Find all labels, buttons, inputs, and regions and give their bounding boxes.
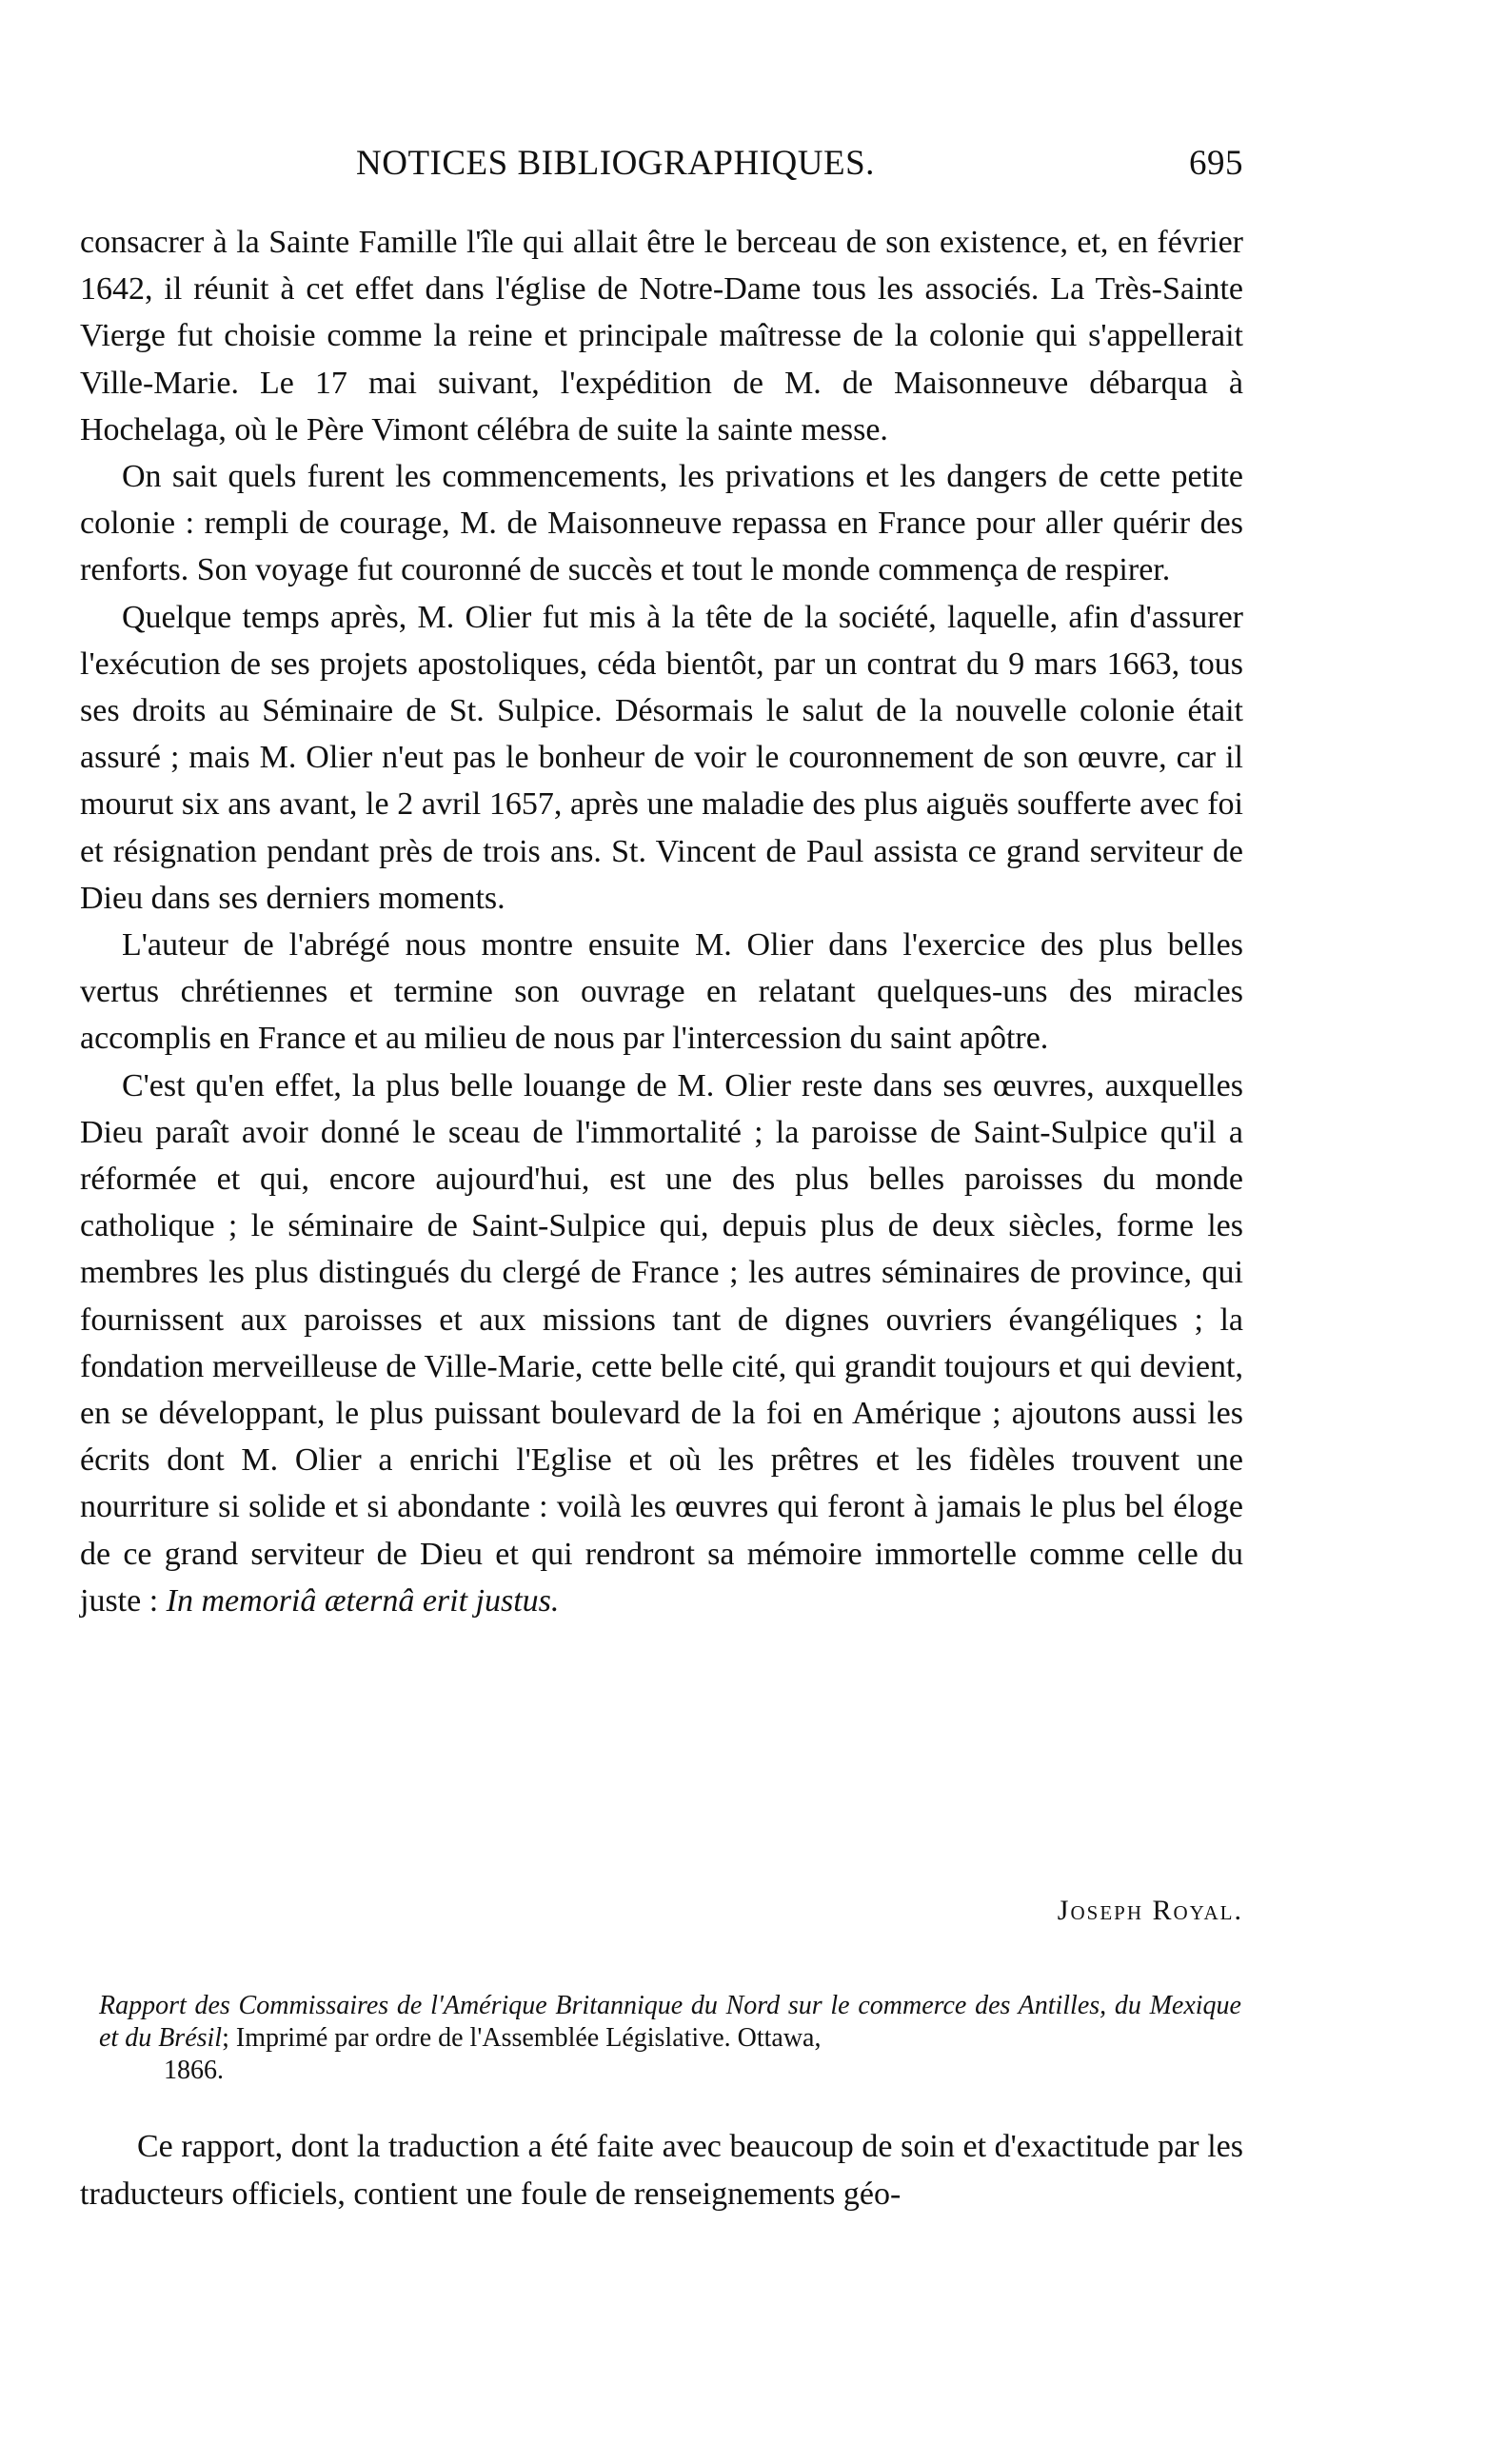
- paragraph-5-text: C'est qu'en effet, la plus belle louange de M. Olier reste dans ses œuvres, auxquelles Dieu paraît avoir donné le sceau de l'immortalité ; la paroisse de Saint-Sulpice qu'il a réformée et qui, encore aujourd'hui, est une des plus belles paroisses du monde catholique ; le séminaire de Saint-Sulpice qui, depuis plus de deux siècles, forme les membres les plus distingués du clergé de France ; les autres séminaires de province, qui fournissent aux paroisses et aux missions tant de dignes ouvriers évangéliques ; la fondation merveilleuse de Ville-Marie, cette belle cité, qui grandit toujours et qui devient, en se développant, le plus puissant boulevard de la foi en Amérique ; ajoutons aussi les écrits dont M. Olier a enrichi l'Eglise et où les prêtres et les fidèles trouvent une nourriture si solide et si abondante : voilà les œuvres qui feront à jamais le plus bel éloge de ce grand serviteur de Dieu et qui rendront sa mémoire immortelle comme celle du juste :: [80, 1067, 1243, 1619]
- author-signature: Joseph Royal.: [1057, 1895, 1243, 1926]
- review-citation: [99, 1990, 1241, 2087]
- article-body: [80, 219, 1243, 1624]
- review-paragraph: Ce rapport, dont la traduction a été faite avec beaucoup de soin et d'exactitude par les traducteurs officiels, contient une foule de renseignements géo-: [80, 2129, 1243, 2212]
- paragraph-2: On sait quels furent les commencements, les privations et les dangers de cette petite colonie : rempli de courage, M. de Maisonneuve repassa en France pour aller quérir des renforts. Son voyage fut couronné de succès et tout le monde commença de respirer.: [80, 459, 1243, 588]
- page-number: 695: [1189, 144, 1243, 183]
- latin-quote: In memoriâ æternâ erit justus.: [166, 1582, 560, 1619]
- running-title: NOTICES BIBLIOGRAPHIQUES.: [356, 144, 875, 183]
- running-head: [80, 143, 1243, 190]
- citation-publication: ; Imprimé par ordre de l'Assemblée Législative. Ottawa,: [222, 2023, 822, 2053]
- citation-year: 1866.: [164, 2056, 224, 2085]
- paragraph-4: L'auteur de l'abrégé nous montre ensuite M. Olier dans l'exercice des plus belles vertus chrétiennes et termine son ouvrage en relatant quelques-uns des miracles accomplis en France et au milieu de nous par l'intercession du saint apôtre.: [80, 927, 1243, 1057]
- citation-title: Rapport des Commissaires de l'Amérique Britannique du Nord sur le commerce des Antilles, du Mexique et du Brésil: [99, 1991, 1241, 2053]
- review-body: [80, 2123, 1243, 2218]
- paragraph-1: consacrer à la Sainte Famille l'île qui allait être le berceau de son existence, et, en février 1642, il réunit à cet effet dans l'église de Notre-Dame tous les associés. La Très-Sainte Vierge fut choisie comme la reine et principale maîtresse de la colonie qui s'appellerait Ville-Marie. Le 17 mai suivant, l'expédition de M. de Maisonneuve débarqua à Hochelaga, où le Père Vimont célébra de suite la sainte messe.: [80, 225, 1243, 447]
- paragraph-5: [80, 1063, 1243, 1624]
- paragraph-3: Quelque temps après, M. Olier fut mis à la tête de la société, laquelle, afin d'assurer l'exécution de ses projets apostoliques, céda bientôt, par un contrat du 9 mars 1663, tous ses droits au Séminaire de St. Sulpice. Désormais le salut de la nouvelle colonie était assuré ; mais M. Olier n'eut pas le bonheur de voir le couronnement de son œuvre, car il mourut six ans avant, le 2 avril 1657, après une maladie des plus aiguës soufferte avec foi et résignation pendant près de trois ans. St. Vincent de Paul assista ce grand serviteur de Dieu dans ses derniers moments.: [80, 599, 1243, 916]
